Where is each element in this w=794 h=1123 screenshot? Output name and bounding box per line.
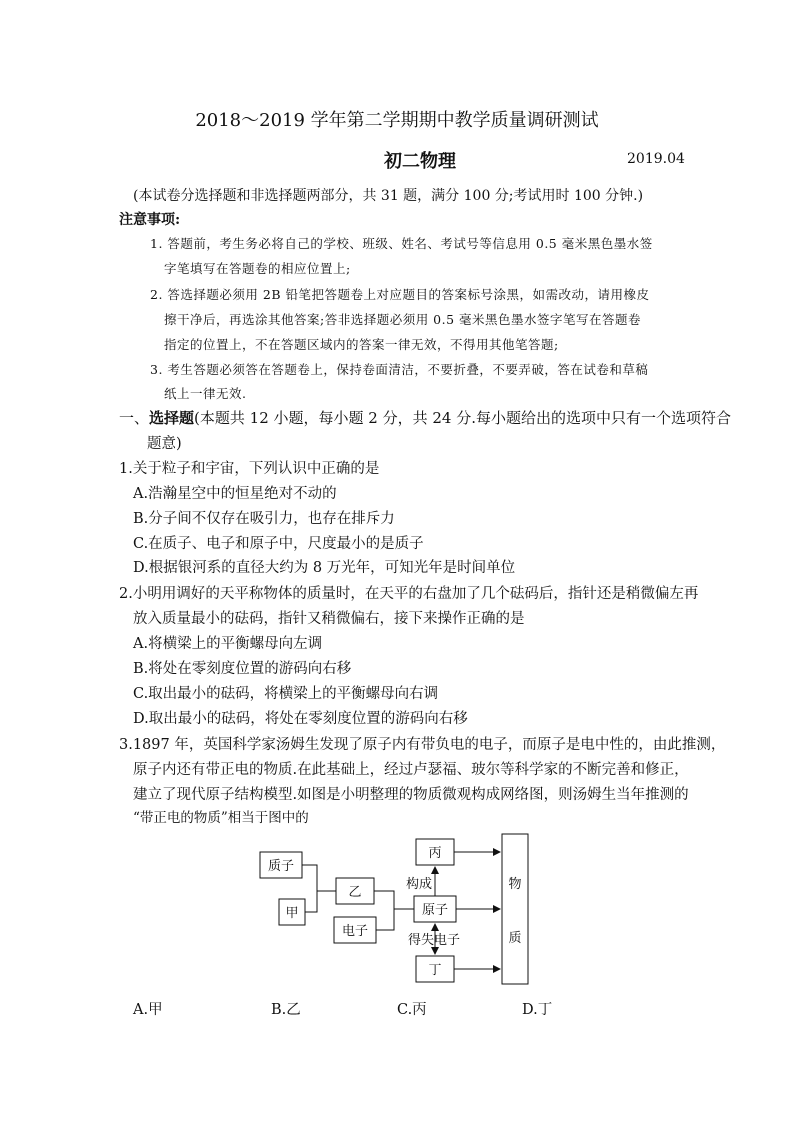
label-proton: 质子	[267, 859, 295, 874]
q2-option-d: D.取出最小的砝码，将处在零刻度位置的游码向右移	[133, 711, 468, 727]
label-matter-2: 质	[508, 931, 522, 946]
section-desc: (本题共 12 小题，每小题 2 分，共 24 分.每小题给出的选项中只有一个选项符合	[194, 409, 731, 427]
q1-option-a: A.浩瀚星空中的恒星绝对不动的	[133, 486, 337, 502]
q1-option-b: B.分子间不仅存在吸引力，也存在排斥力	[133, 511, 395, 527]
section-prefix: 一、	[119, 409, 150, 427]
question-3-stem-cont: 建立了现代原子结构模型.如图是小明整理的物质微观构成网络图，则汤姆生当年推测的	[133, 787, 689, 803]
notice-heading: 注意事项:	[119, 212, 181, 228]
notice-line: 1. 答题前，考生务必将自己的学校、班级、姓名、考试号等信息用 0.5 毫米黑色墨水签	[150, 236, 653, 251]
q3-option-c: C.丙	[397, 1002, 427, 1018]
exam-date: 2019.04	[627, 151, 685, 167]
notice-line: 字笔填写在答题卷的相应位置上;	[164, 261, 351, 276]
notice-line: 指定的位置上，不在答题区域内的答案一律无效，不得用其他笔答题;	[164, 337, 559, 352]
q2-option-c: C.取出最小的砝码，将横梁上的平衡螺母向右调	[133, 686, 439, 702]
q3-option-d: D.丁	[522, 1002, 553, 1018]
label-yi: 乙	[348, 885, 362, 900]
label-ding: 丁	[428, 963, 442, 978]
question-3-stem: 3.1897 年，英国科学家汤姆生发现了原子内有带负电的电子，而原子是电中性的，由此推测，	[119, 737, 726, 753]
label-gain-lose-electron: 得失电子	[408, 933, 461, 948]
q2-option-a: A.将横梁上的平衡螺母向左调	[133, 636, 323, 652]
notice-line: 擦干净后，再选涂其他答案;答非选择题必须用 0.5 毫米黑色墨水签字笔写在答题卷	[164, 312, 642, 327]
q3-option-a: A.甲	[133, 1002, 163, 1018]
question-3-stem-cont: “带正电的物质”相当于图中的	[133, 810, 309, 826]
box-matter	[502, 834, 528, 984]
label-matter-1: 物	[508, 877, 522, 892]
label-compose: 构成	[406, 877, 433, 892]
question-2-stem: 2.小明用调好的天平称物体的质量时，在天平的右盘加了几个砝码后，指针还是稍微偏左再	[119, 586, 699, 602]
question-3-stem-cont: 原子内还有带正电的物质.在此基础上，经过卢瑟福、玻尔等科学家的不断完善和修正，	[133, 762, 689, 778]
exam-title: 2018～2019 学年第二学期期中教学质量调研测试	[195, 110, 599, 131]
section-desc-cont: 题意)	[147, 436, 182, 452]
label-bing: 丙	[428, 846, 442, 861]
label-atom: 原子	[421, 903, 449, 918]
subject-title: 初二物理	[384, 151, 456, 172]
q2-option-b: B.将处在零刻度位置的游码向右移	[133, 661, 352, 677]
question-2-stem-cont: 放入质量最小的砝码，指针又稍微偏右，接下来操作正确的是	[133, 611, 525, 627]
q3-option-b: B.乙	[271, 1002, 301, 1018]
label-jia: 甲	[285, 906, 299, 921]
q1-option-c: C.在质子、电子和原子中，尺度最小的是质子	[133, 536, 424, 552]
section-name: 选择题	[149, 409, 195, 427]
label-electron: 电子	[341, 924, 369, 939]
notice-line: 3. 考生答题必须答在答题卷上，保持卷面清洁，不要折叠，不要弄破，答在试卷和草稿	[150, 362, 649, 377]
notice-line: 2. 答选择题必须用 2B 铅笔把答题卷上对应题目的答案标号涂黑，如需改动，请用橡皮	[150, 287, 650, 302]
exam-intro: (本试卷分选择题和非选择题两部分，共 31 题，满分 100 分;考试用时 100 分钟.)	[133, 188, 644, 204]
notice-line: 纸上一律无效.	[164, 386, 247, 401]
q1-option-d: D.根据银河系的直径大约为 8 万光年，可知光年是时间单位	[133, 560, 516, 576]
question-1-stem: 1.关于粒子和宇宙，下列认识中正确的是	[119, 461, 380, 477]
